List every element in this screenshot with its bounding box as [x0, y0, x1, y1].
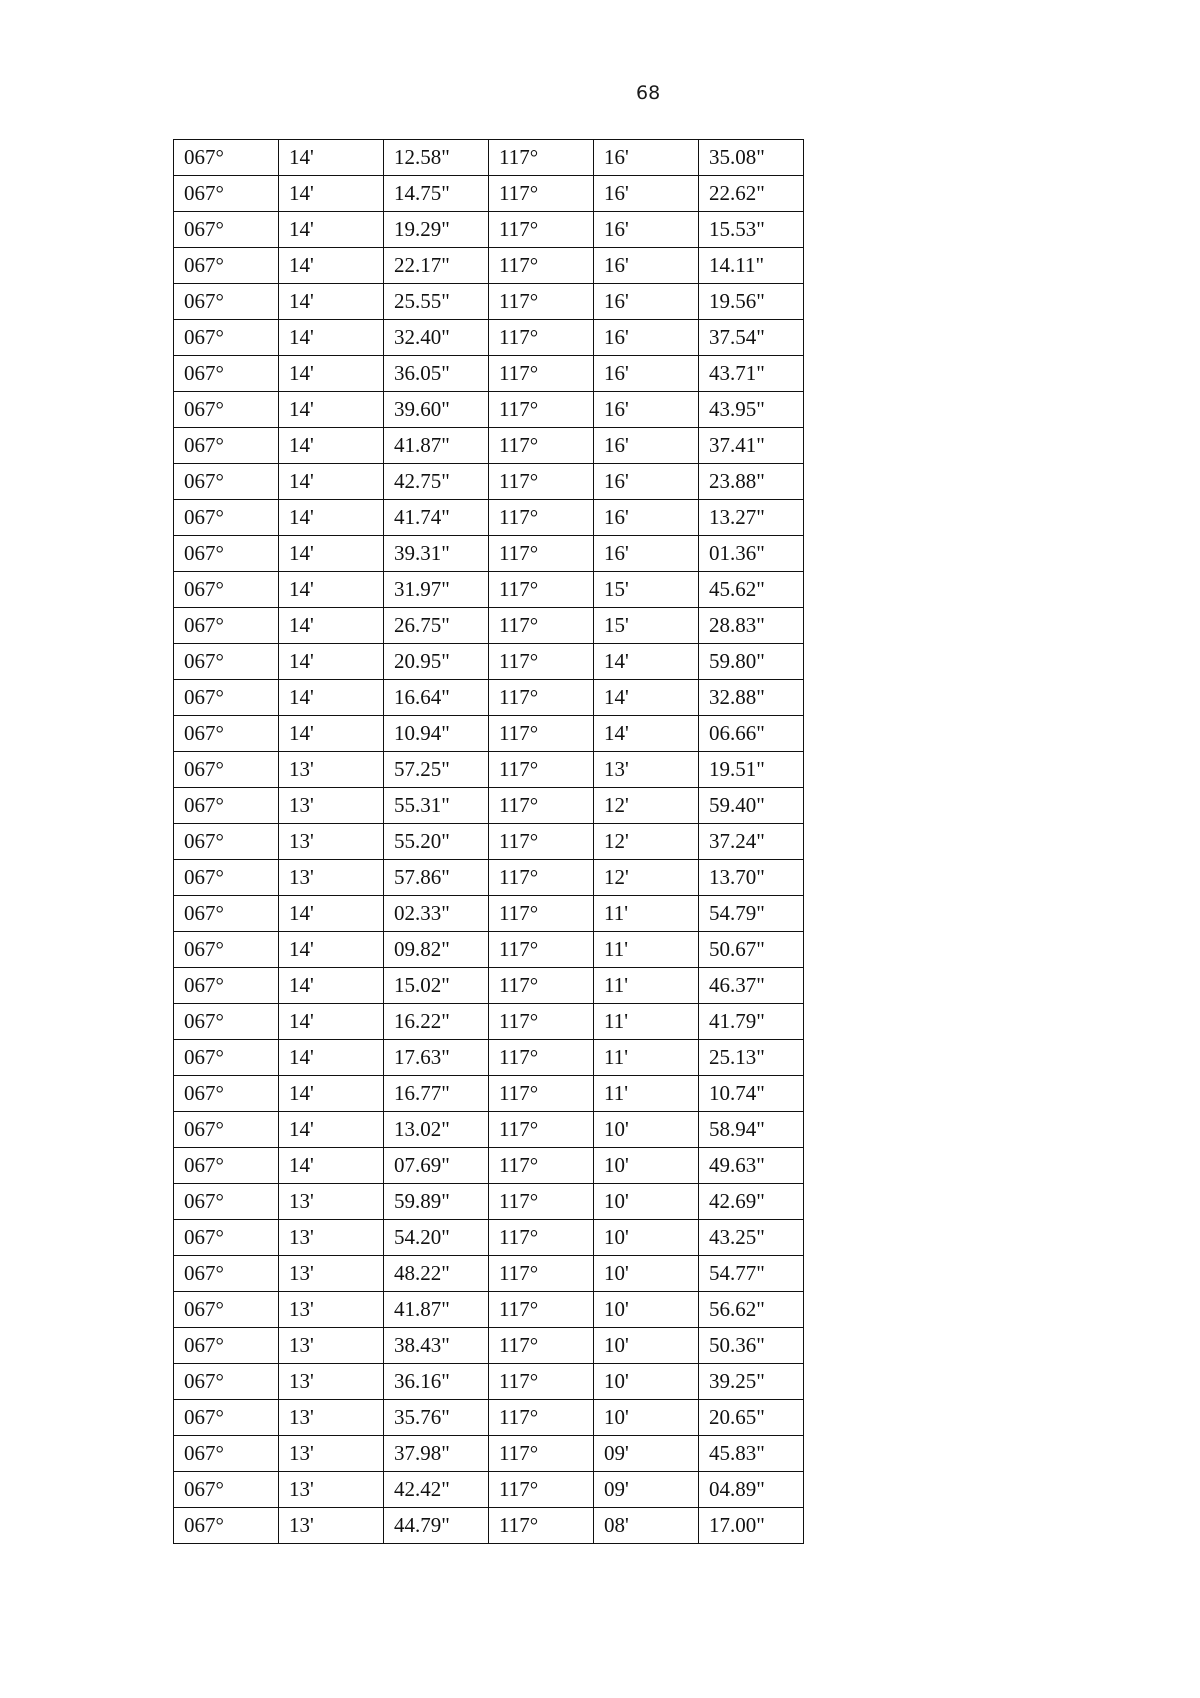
table-row	[174, 680, 804, 716]
latitude-seconds-cell: 19.29"	[384, 212, 489, 248]
longitude-minutes-cell: 11'	[594, 968, 699, 1004]
longitude-minutes-cell: 15'	[594, 608, 699, 644]
table-row	[174, 1112, 804, 1148]
latitude-minutes-cell: 13'	[279, 1292, 384, 1328]
longitude-minutes-cell: 16'	[594, 356, 699, 392]
table-row	[174, 212, 804, 248]
latitude-minutes-cell: 14'	[279, 932, 384, 968]
longitude-minutes-cell: 10'	[594, 1148, 699, 1184]
longitude-seconds-cell: 39.25"	[699, 1364, 804, 1400]
latitude-degrees-cell: 067°	[174, 1364, 279, 1400]
longitude-minutes-cell: 11'	[594, 1004, 699, 1040]
latitude-seconds-cell: 41.87"	[384, 428, 489, 464]
longitude-minutes-cell: 11'	[594, 896, 699, 932]
latitude-seconds-cell: 07.69"	[384, 1148, 489, 1184]
longitude-degrees-cell: 117°	[489, 1076, 594, 1112]
longitude-minutes-cell: 16'	[594, 176, 699, 212]
latitude-seconds-cell: 13.02"	[384, 1112, 489, 1148]
longitude-minutes-cell: 14'	[594, 644, 699, 680]
table-row	[174, 1364, 804, 1400]
longitude-seconds-cell: 23.88"	[699, 464, 804, 500]
longitude-degrees-cell: 117°	[489, 392, 594, 428]
latitude-seconds-cell: 57.25"	[384, 752, 489, 788]
longitude-minutes-cell: 11'	[594, 932, 699, 968]
longitude-degrees-cell: 117°	[489, 212, 594, 248]
table-row	[174, 572, 804, 608]
latitude-seconds-cell: 59.89"	[384, 1184, 489, 1220]
latitude-minutes-cell: 14'	[279, 284, 384, 320]
longitude-degrees-cell: 117°	[489, 1364, 594, 1400]
longitude-minutes-cell: 16'	[594, 320, 699, 356]
table-row	[174, 176, 804, 212]
longitude-degrees-cell: 117°	[489, 428, 594, 464]
latitude-degrees-cell: 067°	[174, 1328, 279, 1364]
longitude-minutes-cell: 08'	[594, 1508, 699, 1544]
latitude-seconds-cell: 57.86"	[384, 860, 489, 896]
longitude-minutes-cell: 16'	[594, 248, 699, 284]
latitude-minutes-cell: 14'	[279, 248, 384, 284]
latitude-seconds-cell: 55.31"	[384, 788, 489, 824]
latitude-degrees-cell: 067°	[174, 896, 279, 932]
longitude-minutes-cell: 10'	[594, 1292, 699, 1328]
longitude-degrees-cell: 117°	[489, 572, 594, 608]
latitude-minutes-cell: 13'	[279, 1184, 384, 1220]
longitude-seconds-cell: 25.13"	[699, 1040, 804, 1076]
latitude-minutes-cell: 14'	[279, 1112, 384, 1148]
table-row	[174, 320, 804, 356]
table-row	[174, 1328, 804, 1364]
latitude-degrees-cell: 067°	[174, 1076, 279, 1112]
latitude-degrees-cell: 067°	[174, 716, 279, 752]
longitude-minutes-cell: 09'	[594, 1436, 699, 1472]
latitude-seconds-cell: 16.64"	[384, 680, 489, 716]
latitude-seconds-cell: 17.63"	[384, 1040, 489, 1076]
table-row	[174, 536, 804, 572]
longitude-degrees-cell: 117°	[489, 1256, 594, 1292]
latitude-minutes-cell: 13'	[279, 1256, 384, 1292]
table-row	[174, 1040, 804, 1076]
longitude-seconds-cell: 45.62"	[699, 572, 804, 608]
latitude-degrees-cell: 067°	[174, 176, 279, 212]
latitude-seconds-cell: 20.95"	[384, 644, 489, 680]
longitude-degrees-cell: 117°	[489, 1184, 594, 1220]
longitude-minutes-cell: 12'	[594, 860, 699, 896]
coordinates-table-body	[174, 140, 804, 1544]
latitude-degrees-cell: 067°	[174, 536, 279, 572]
latitude-minutes-cell: 13'	[279, 1364, 384, 1400]
longitude-seconds-cell: 54.79"	[699, 896, 804, 932]
longitude-minutes-cell: 10'	[594, 1220, 699, 1256]
latitude-seconds-cell: 39.31"	[384, 536, 489, 572]
latitude-degrees-cell: 067°	[174, 356, 279, 392]
longitude-seconds-cell: 59.40"	[699, 788, 804, 824]
table-row	[174, 1076, 804, 1112]
latitude-seconds-cell: 35.76"	[384, 1400, 489, 1436]
latitude-minutes-cell: 14'	[279, 680, 384, 716]
latitude-degrees-cell: 067°	[174, 968, 279, 1004]
latitude-minutes-cell: 14'	[279, 428, 384, 464]
longitude-seconds-cell: 50.67"	[699, 932, 804, 968]
table-row	[174, 1220, 804, 1256]
table-row	[174, 248, 804, 284]
latitude-degrees-cell: 067°	[174, 1472, 279, 1508]
latitude-seconds-cell: 42.75"	[384, 464, 489, 500]
longitude-seconds-cell: 13.70"	[699, 860, 804, 896]
longitude-seconds-cell: 19.56"	[699, 284, 804, 320]
longitude-degrees-cell: 117°	[489, 932, 594, 968]
longitude-seconds-cell: 37.24"	[699, 824, 804, 860]
latitude-seconds-cell: 41.87"	[384, 1292, 489, 1328]
longitude-degrees-cell: 117°	[489, 1508, 594, 1544]
longitude-minutes-cell: 11'	[594, 1040, 699, 1076]
page-number: 68	[636, 82, 661, 104]
latitude-minutes-cell: 14'	[279, 1148, 384, 1184]
longitude-degrees-cell: 117°	[489, 608, 594, 644]
longitude-seconds-cell: 58.94"	[699, 1112, 804, 1148]
longitude-seconds-cell: 42.69"	[699, 1184, 804, 1220]
longitude-seconds-cell: 41.79"	[699, 1004, 804, 1040]
longitude-seconds-cell: 10.74"	[699, 1076, 804, 1112]
latitude-minutes-cell: 13'	[279, 824, 384, 860]
latitude-minutes-cell: 14'	[279, 716, 384, 752]
table-row	[174, 860, 804, 896]
longitude-minutes-cell: 15'	[594, 572, 699, 608]
longitude-degrees-cell: 117°	[489, 248, 594, 284]
longitude-degrees-cell: 117°	[489, 644, 594, 680]
latitude-seconds-cell: 37.98"	[384, 1436, 489, 1472]
table-row	[174, 1148, 804, 1184]
latitude-seconds-cell: 32.40"	[384, 320, 489, 356]
longitude-minutes-cell: 16'	[594, 212, 699, 248]
latitude-seconds-cell: 09.82"	[384, 932, 489, 968]
longitude-degrees-cell: 117°	[489, 716, 594, 752]
table-row	[174, 428, 804, 464]
latitude-seconds-cell: 12.58"	[384, 140, 489, 176]
longitude-degrees-cell: 117°	[489, 752, 594, 788]
longitude-degrees-cell: 117°	[489, 1328, 594, 1364]
latitude-degrees-cell: 067°	[174, 500, 279, 536]
table-row	[174, 1256, 804, 1292]
longitude-degrees-cell: 117°	[489, 896, 594, 932]
longitude-minutes-cell: 10'	[594, 1112, 699, 1148]
longitude-degrees-cell: 117°	[489, 140, 594, 176]
latitude-degrees-cell: 067°	[174, 860, 279, 896]
latitude-minutes-cell: 14'	[279, 176, 384, 212]
longitude-minutes-cell: 10'	[594, 1328, 699, 1364]
longitude-seconds-cell: 32.88"	[699, 680, 804, 716]
table-row	[174, 608, 804, 644]
longitude-minutes-cell: 09'	[594, 1472, 699, 1508]
latitude-degrees-cell: 067°	[174, 284, 279, 320]
table-row	[174, 1436, 804, 1472]
latitude-degrees-cell: 067°	[174, 644, 279, 680]
longitude-degrees-cell: 117°	[489, 824, 594, 860]
latitude-degrees-cell: 067°	[174, 1112, 279, 1148]
latitude-degrees-cell: 067°	[174, 212, 279, 248]
latitude-minutes-cell: 14'	[279, 464, 384, 500]
latitude-degrees-cell: 067°	[174, 140, 279, 176]
longitude-minutes-cell: 14'	[594, 680, 699, 716]
longitude-degrees-cell: 117°	[489, 176, 594, 212]
latitude-minutes-cell: 13'	[279, 1220, 384, 1256]
latitude-degrees-cell: 067°	[174, 392, 279, 428]
longitude-degrees-cell: 117°	[489, 536, 594, 572]
longitude-minutes-cell: 10'	[594, 1184, 699, 1220]
latitude-minutes-cell: 13'	[279, 752, 384, 788]
latitude-seconds-cell: 25.55"	[384, 284, 489, 320]
longitude-degrees-cell: 117°	[489, 1436, 594, 1472]
latitude-degrees-cell: 067°	[174, 1040, 279, 1076]
longitude-seconds-cell: 20.65"	[699, 1400, 804, 1436]
latitude-seconds-cell: 54.20"	[384, 1220, 489, 1256]
table-row	[174, 896, 804, 932]
longitude-seconds-cell: 43.71"	[699, 356, 804, 392]
latitude-degrees-cell: 067°	[174, 1400, 279, 1436]
longitude-degrees-cell: 117°	[489, 356, 594, 392]
latitude-degrees-cell: 067°	[174, 752, 279, 788]
longitude-seconds-cell: 37.41"	[699, 428, 804, 464]
latitude-minutes-cell: 14'	[279, 356, 384, 392]
latitude-minutes-cell: 14'	[279, 212, 384, 248]
longitude-seconds-cell: 50.36"	[699, 1328, 804, 1364]
table-row	[174, 1400, 804, 1436]
latitude-seconds-cell: 14.75"	[384, 176, 489, 212]
longitude-seconds-cell: 49.63"	[699, 1148, 804, 1184]
longitude-seconds-cell: 22.62"	[699, 176, 804, 212]
latitude-seconds-cell: 41.74"	[384, 500, 489, 536]
longitude-seconds-cell: 19.51"	[699, 752, 804, 788]
latitude-degrees-cell: 067°	[174, 248, 279, 284]
table-row	[174, 968, 804, 1004]
latitude-degrees-cell: 067°	[174, 680, 279, 716]
longitude-degrees-cell: 117°	[489, 464, 594, 500]
table-row	[174, 1184, 804, 1220]
latitude-minutes-cell: 14'	[279, 1004, 384, 1040]
longitude-degrees-cell: 117°	[489, 320, 594, 356]
latitude-degrees-cell: 067°	[174, 1256, 279, 1292]
longitude-seconds-cell: 13.27"	[699, 500, 804, 536]
latitude-minutes-cell: 13'	[279, 860, 384, 896]
longitude-seconds-cell: 01.36"	[699, 536, 804, 572]
latitude-seconds-cell: 55.20"	[384, 824, 489, 860]
latitude-seconds-cell: 44.79"	[384, 1508, 489, 1544]
latitude-seconds-cell: 26.75"	[384, 608, 489, 644]
longitude-degrees-cell: 117°	[489, 1148, 594, 1184]
longitude-degrees-cell: 117°	[489, 1220, 594, 1256]
longitude-seconds-cell: 45.83"	[699, 1436, 804, 1472]
longitude-minutes-cell: 16'	[594, 392, 699, 428]
longitude-minutes-cell: 16'	[594, 464, 699, 500]
latitude-degrees-cell: 067°	[174, 464, 279, 500]
longitude-degrees-cell: 117°	[489, 968, 594, 1004]
longitude-degrees-cell: 117°	[489, 680, 594, 716]
latitude-minutes-cell: 13'	[279, 1436, 384, 1472]
latitude-degrees-cell: 067°	[174, 824, 279, 860]
table-row	[174, 464, 804, 500]
longitude-seconds-cell: 54.77"	[699, 1256, 804, 1292]
latitude-minutes-cell: 14'	[279, 968, 384, 1004]
latitude-seconds-cell: 48.22"	[384, 1256, 489, 1292]
longitude-seconds-cell: 17.00"	[699, 1508, 804, 1544]
longitude-minutes-cell: 13'	[594, 752, 699, 788]
latitude-minutes-cell: 14'	[279, 536, 384, 572]
longitude-minutes-cell: 10'	[594, 1400, 699, 1436]
longitude-seconds-cell: 35.08"	[699, 140, 804, 176]
longitude-degrees-cell: 117°	[489, 284, 594, 320]
latitude-seconds-cell: 10.94"	[384, 716, 489, 752]
longitude-seconds-cell: 28.83"	[699, 608, 804, 644]
latitude-seconds-cell: 38.43"	[384, 1328, 489, 1364]
table-row	[174, 284, 804, 320]
latitude-minutes-cell: 14'	[279, 1040, 384, 1076]
latitude-minutes-cell: 14'	[279, 1076, 384, 1112]
longitude-seconds-cell: 46.37"	[699, 968, 804, 1004]
latitude-seconds-cell: 39.60"	[384, 392, 489, 428]
latitude-minutes-cell: 13'	[279, 788, 384, 824]
longitude-seconds-cell: 59.80"	[699, 644, 804, 680]
longitude-minutes-cell: 16'	[594, 536, 699, 572]
latitude-degrees-cell: 067°	[174, 1292, 279, 1328]
longitude-seconds-cell: 15.53"	[699, 212, 804, 248]
longitude-degrees-cell: 117°	[489, 1004, 594, 1040]
longitude-degrees-cell: 117°	[489, 1472, 594, 1508]
longitude-degrees-cell: 117°	[489, 1292, 594, 1328]
longitude-minutes-cell: 11'	[594, 1076, 699, 1112]
latitude-minutes-cell: 14'	[279, 608, 384, 644]
latitude-seconds-cell: 36.05"	[384, 356, 489, 392]
longitude-degrees-cell: 117°	[489, 1400, 594, 1436]
latitude-degrees-cell: 067°	[174, 1508, 279, 1544]
longitude-seconds-cell: 43.95"	[699, 392, 804, 428]
latitude-seconds-cell: 36.16"	[384, 1364, 489, 1400]
table-row	[174, 1508, 804, 1544]
longitude-seconds-cell: 56.62"	[699, 1292, 804, 1328]
latitude-minutes-cell: 13'	[279, 1472, 384, 1508]
latitude-minutes-cell: 14'	[279, 644, 384, 680]
latitude-seconds-cell: 22.17"	[384, 248, 489, 284]
table-row	[174, 392, 804, 428]
latitude-degrees-cell: 067°	[174, 608, 279, 644]
latitude-minutes-cell: 14'	[279, 320, 384, 356]
latitude-seconds-cell: 02.33"	[384, 896, 489, 932]
latitude-minutes-cell: 14'	[279, 896, 384, 932]
latitude-minutes-cell: 14'	[279, 140, 384, 176]
table-row	[174, 716, 804, 752]
longitude-minutes-cell: 10'	[594, 1256, 699, 1292]
latitude-degrees-cell: 067°	[174, 428, 279, 464]
longitude-seconds-cell: 04.89"	[699, 1472, 804, 1508]
latitude-degrees-cell: 067°	[174, 320, 279, 356]
latitude-minutes-cell: 14'	[279, 500, 384, 536]
latitude-seconds-cell: 42.42"	[384, 1472, 489, 1508]
coordinates-table	[173, 139, 804, 1544]
latitude-minutes-cell: 14'	[279, 572, 384, 608]
latitude-seconds-cell: 16.22"	[384, 1004, 489, 1040]
longitude-minutes-cell: 16'	[594, 428, 699, 464]
latitude-seconds-cell: 31.97"	[384, 572, 489, 608]
longitude-degrees-cell: 117°	[489, 1040, 594, 1076]
latitude-degrees-cell: 067°	[174, 1220, 279, 1256]
table-row	[174, 1004, 804, 1040]
longitude-minutes-cell: 12'	[594, 788, 699, 824]
longitude-degrees-cell: 117°	[489, 1112, 594, 1148]
longitude-minutes-cell: 16'	[594, 500, 699, 536]
table-row	[174, 1472, 804, 1508]
table-row	[174, 752, 804, 788]
latitude-seconds-cell: 16.77"	[384, 1076, 489, 1112]
longitude-degrees-cell: 117°	[489, 788, 594, 824]
latitude-seconds-cell: 15.02"	[384, 968, 489, 1004]
longitude-minutes-cell: 16'	[594, 284, 699, 320]
longitude-degrees-cell: 117°	[489, 500, 594, 536]
table-row	[174, 140, 804, 176]
latitude-minutes-cell: 14'	[279, 392, 384, 428]
latitude-degrees-cell: 067°	[174, 1148, 279, 1184]
latitude-degrees-cell: 067°	[174, 1436, 279, 1472]
latitude-degrees-cell: 067°	[174, 1184, 279, 1220]
latitude-degrees-cell: 067°	[174, 1004, 279, 1040]
longitude-minutes-cell: 16'	[594, 140, 699, 176]
longitude-seconds-cell: 37.54"	[699, 320, 804, 356]
latitude-degrees-cell: 067°	[174, 932, 279, 968]
latitude-minutes-cell: 13'	[279, 1508, 384, 1544]
table-row	[174, 356, 804, 392]
longitude-minutes-cell: 10'	[594, 1364, 699, 1400]
table-row	[174, 644, 804, 680]
latitude-minutes-cell: 13'	[279, 1328, 384, 1364]
latitude-minutes-cell: 13'	[279, 1400, 384, 1436]
table-row	[174, 824, 804, 860]
longitude-degrees-cell: 117°	[489, 860, 594, 896]
table-row	[174, 500, 804, 536]
longitude-seconds-cell: 14.11"	[699, 248, 804, 284]
latitude-degrees-cell: 067°	[174, 572, 279, 608]
latitude-degrees-cell: 067°	[174, 788, 279, 824]
longitude-seconds-cell: 43.25"	[699, 1220, 804, 1256]
longitude-minutes-cell: 12'	[594, 824, 699, 860]
table-row	[174, 932, 804, 968]
longitude-minutes-cell: 14'	[594, 716, 699, 752]
table-row	[174, 1292, 804, 1328]
table-row	[174, 788, 804, 824]
longitude-seconds-cell: 06.66"	[699, 716, 804, 752]
